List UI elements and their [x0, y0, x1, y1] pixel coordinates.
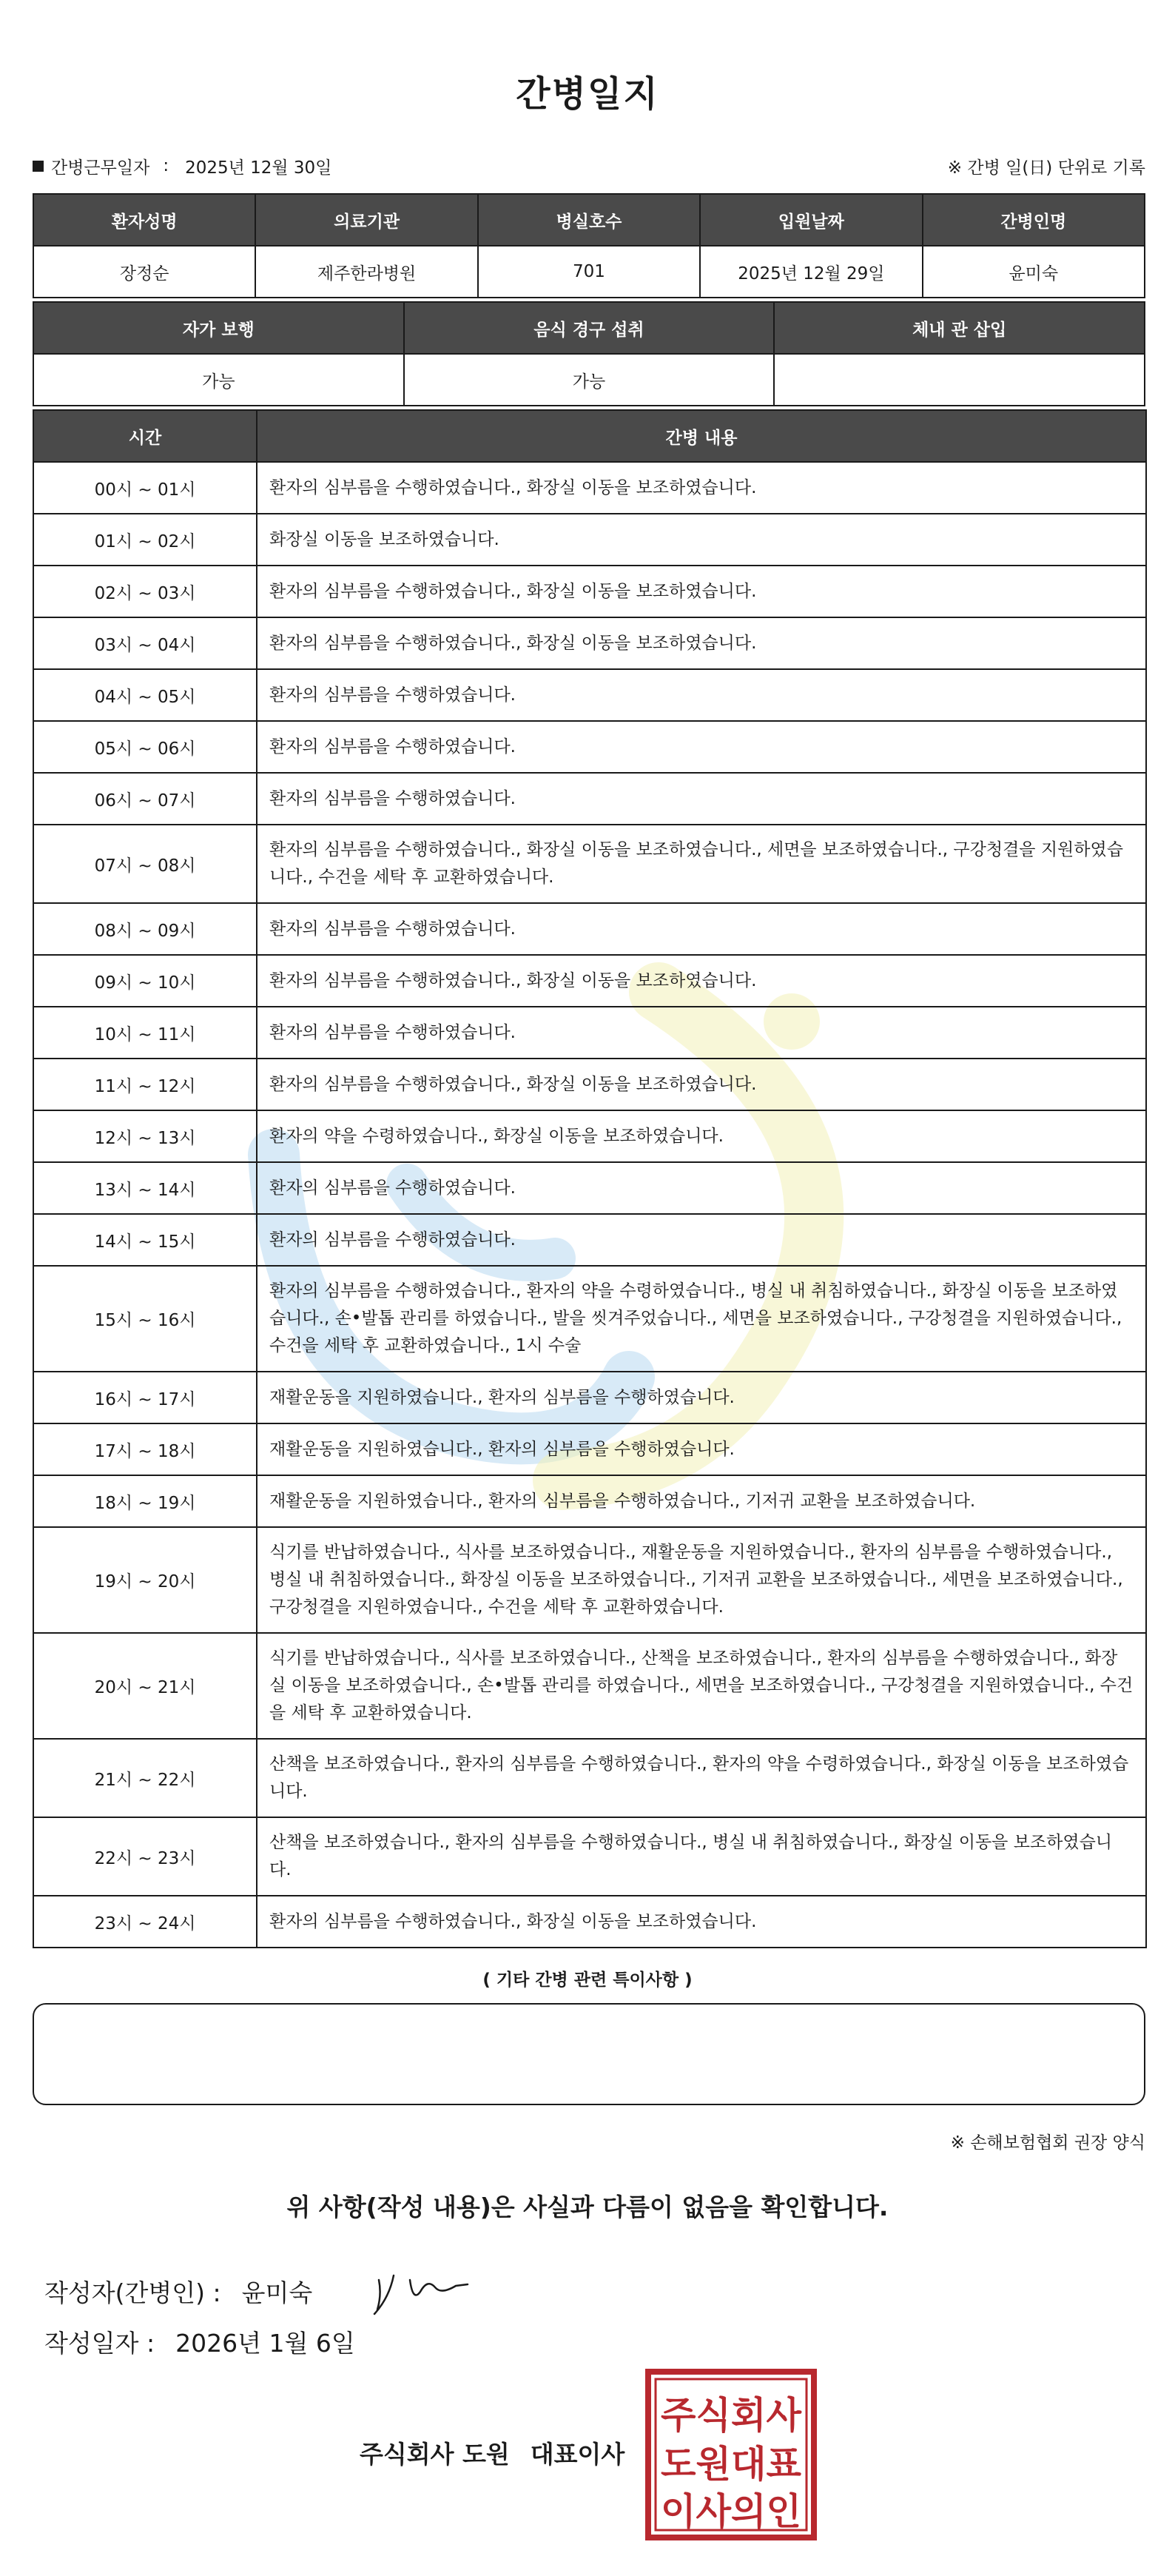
table-row	[33, 1372, 1146, 1423]
table-row	[33, 1110, 1146, 1162]
log-content: 환자의 심부름을 수행하였습니다., 화장실 이동을 보조하였습니다.	[257, 955, 1146, 1007]
log-content: 환자의 심부름을 수행하였습니다.	[257, 669, 1146, 721]
company-ceo-title: 대표이사	[530, 2440, 625, 2469]
log-time: 14시 ~ 15시	[33, 1214, 257, 1266]
seal-line-1: 주식회사	[661, 2394, 802, 2437]
company-signature	[360, 2435, 624, 2470]
header-self-walking: 자가 보행	[33, 302, 404, 354]
log-time: 22시 ~ 23시	[33, 1817, 257, 1896]
log-content: 식기를 반납하였습니다., 식사를 보조하였습니다., 산책을 보조하였습니다., 환자의 심부름을 수행하였습니다., 화장실 이동을 보조하였습니다., 손•발톱 관리를 하였습니다., 세면을 보조하였습니다., 구강청결을 지원하였습니다., 수건을 세탁 후 교환하였습니다.	[257, 1633, 1146, 1739]
table-row	[33, 721, 1146, 773]
table-row	[33, 1739, 1146, 1817]
log-time: 19시 ~ 20시	[33, 1527, 257, 1633]
tube-insertion-value	[774, 354, 1145, 406]
care-log-body	[33, 462, 1146, 1948]
seal-line-3: 이사의인	[661, 2490, 801, 2533]
log-content: 환자의 심부름을 수행하였습니다., 화장실 이동을 보조하였습니다., 세면을 보조하였습니다., 구강청결을 지원하였습니다., 수건을 세탁 후 교환하였습니다.	[257, 825, 1146, 903]
table-row	[33, 669, 1146, 721]
writer-label: 작성자(간병인) :	[44, 2278, 221, 2307]
table-row	[33, 773, 1146, 825]
writer-row	[44, 2265, 475, 2317]
table-header-row	[33, 302, 1145, 354]
remarks-box	[33, 2003, 1145, 2105]
log-time: 20시 ~ 21시	[33, 1633, 257, 1739]
remarks-title: ( 기타 간병 관련 특이사항 )	[482, 1970, 693, 1990]
page-title: 간병일지	[516, 73, 659, 115]
meta-row	[33, 153, 1145, 178]
log-content: 환자의 심부름을 수행하였습니다.	[257, 1162, 1146, 1214]
log-content: 환자의 심부름을 수행하였습니다.	[257, 721, 1146, 773]
log-time: 16시 ~ 17시	[33, 1372, 257, 1423]
written-date-value: 2026년 1월 6일	[175, 2329, 355, 2358]
handwritten-signature	[364, 2265, 475, 2317]
self-walking-value: 가능	[33, 354, 404, 406]
header-room-number: 병실호수	[478, 194, 700, 246]
log-content: 재활운동을 지원하였습니다., 환자의 심부름을 수행하였습니다., 기저귀 교환을 보조하였습니다.	[257, 1475, 1146, 1527]
log-time: 10시 ~ 11시	[33, 1007, 257, 1059]
table-row	[33, 566, 1146, 617]
log-content: 환자의 심부름을 수행하였습니다.	[257, 773, 1146, 825]
written-date-row	[44, 2324, 355, 2359]
log-content: 산책을 보조하였습니다., 환자의 심부름을 수행하였습니다., 환자의 약을 수령하였습니다., 화장실 이동을 보조하였습니다.	[257, 1739, 1146, 1817]
log-content: 환자의 심부름을 수행하였습니다., 화장실 이동을 보조하였습니다.	[257, 462, 1146, 514]
patient-status-table	[33, 301, 1145, 406]
header-admission-date: 입원날짜	[700, 194, 922, 246]
table-row	[33, 1423, 1146, 1475]
seal-line-2: 도원대표	[661, 2443, 802, 2486]
work-date-separator: :	[163, 156, 169, 175]
table-row	[33, 246, 1145, 298]
log-content: 환자의 약을 수령하였습니다., 화장실 이동을 보조하였습니다.	[257, 1110, 1146, 1162]
admission-date: 2025년 12월 29일	[700, 246, 922, 298]
header-tube-insertion: 체내 관 삽입	[774, 302, 1145, 354]
table-row	[33, 1475, 1146, 1527]
log-time: 01시 ~ 02시	[33, 514, 257, 566]
log-content: 환자의 심부름을 수행하였습니다., 화장실 이동을 보조하였습니다.	[257, 1896, 1146, 1948]
table-row	[33, 1007, 1146, 1059]
log-time: 13시 ~ 14시	[33, 1162, 257, 1214]
log-time: 06시 ~ 07시	[33, 773, 257, 825]
hospital-name: 제주한라병원	[255, 246, 477, 298]
table-row	[33, 825, 1146, 903]
log-content: 환자의 심부름을 수행하였습니다., 화장실 이동을 보조하였습니다.	[257, 617, 1146, 669]
log-content: 환자의 심부름을 수행하였습니다.	[257, 1007, 1146, 1059]
log-content: 재활운동을 지원하였습니다., 환자의 심부름을 수행하였습니다.	[257, 1372, 1146, 1423]
log-time: 04시 ~ 05시	[33, 669, 257, 721]
table-row	[33, 1059, 1146, 1110]
table-row	[33, 354, 1145, 406]
confirmation-statement: 위 사항(작성 내용)은 사실과 다름이 없음을 확인합니다.	[286, 2193, 889, 2221]
work-date-label: 간병근무일자	[51, 158, 150, 178]
table-row	[33, 903, 1146, 955]
square-bullet-icon	[33, 161, 44, 172]
log-content: 식기를 반납하였습니다., 식사를 보조하였습니다., 재활운동을 지원하였습니다., 환자의 심부름을 수행하였습니다., 병실 내 취침하였습니다., 화장실 이동을 보조하였습니다., 기저귀 교환을 보조하였습니다., 세면을 보조하였습니다., 구강청결을 지원하였습니다., 수건을 세탁 후 교환하였습니다.	[257, 1527, 1146, 1633]
header-patient-name: 환자성명	[33, 194, 255, 246]
table-row	[33, 955, 1146, 1007]
header-time: 시간	[33, 410, 257, 462]
company-seal	[645, 2369, 817, 2540]
log-time: 09시 ~ 10시	[33, 955, 257, 1007]
log-time: 11시 ~ 12시	[33, 1059, 257, 1110]
company-name: 주식회사 도원	[360, 2440, 510, 2469]
log-time: 17시 ~ 18시	[33, 1423, 257, 1475]
log-time: 23시 ~ 24시	[33, 1896, 257, 1948]
work-date-value: 2025년 12월 30일	[185, 158, 332, 178]
log-content: 산책을 보조하였습니다., 환자의 심부름을 수행하였습니다., 병실 내 취침하였습니다., 화장실 이동을 보조하였습니다.	[257, 1817, 1146, 1896]
patient-name: 장정순	[33, 246, 255, 298]
log-time: 00시 ~ 01시	[33, 462, 257, 514]
log-content: 환자의 심부름을 수행하였습니다., 화장실 이동을 보조하였습니다.	[257, 566, 1146, 617]
log-content: 재활운동을 지원하였습니다., 환자의 심부름을 수행하였습니다.	[257, 1423, 1146, 1475]
writer-name: 윤미숙	[241, 2278, 313, 2307]
table-row	[33, 1896, 1146, 1948]
record-unit-note: ※ 간병 일(日) 단위로 기록	[947, 158, 1145, 178]
patient-info-table	[33, 193, 1145, 298]
log-time: 08시 ~ 09시	[33, 903, 257, 955]
header-care-content: 간병 내용	[257, 410, 1146, 462]
recommendation-note: ※ 손해보험협회 권장 양식	[950, 2133, 1145, 2153]
log-time: 21시 ~ 22시	[33, 1739, 257, 1817]
care-log-table	[33, 409, 1147, 1948]
table-row	[33, 1817, 1146, 1896]
table-header-row	[33, 410, 1146, 462]
table-row	[33, 1527, 1146, 1633]
table-row	[33, 514, 1146, 566]
caregiver-name: 윤미숙	[923, 246, 1145, 298]
table-row	[33, 1214, 1146, 1266]
log-time: 03시 ~ 04시	[33, 617, 257, 669]
table-row	[33, 1266, 1146, 1372]
table-row	[33, 617, 1146, 669]
written-date-label: 작성일자 :	[44, 2329, 155, 2358]
log-time: 02시 ~ 03시	[33, 566, 257, 617]
log-content: 환자의 심부름을 수행하였습니다., 화장실 이동을 보조하였습니다.	[257, 1059, 1146, 1110]
table-header-row	[33, 194, 1145, 246]
log-content: 환자의 심부름을 수행하였습니다.	[257, 1214, 1146, 1266]
log-time: 18시 ~ 19시	[33, 1475, 257, 1527]
log-time: 05시 ~ 06시	[33, 721, 257, 773]
room-number: 701	[478, 246, 700, 298]
table-row	[33, 462, 1146, 514]
table-row	[33, 1162, 1146, 1214]
log-time: 15시 ~ 16시	[33, 1266, 257, 1372]
header-caregiver-name: 간병인명	[923, 194, 1145, 246]
header-oral-intake: 음식 경구 섭취	[404, 302, 775, 354]
work-date-group	[33, 154, 331, 178]
table-row	[33, 1633, 1146, 1739]
oral-intake-value: 가능	[404, 354, 775, 406]
log-content: 환자의 심부름을 수행하였습니다.	[257, 903, 1146, 955]
log-content: 환자의 심부름을 수행하였습니다., 환자의 약을 수령하였습니다., 병실 내 취침하였습니다., 화장실 이동을 보조하였습니다., 손•발톱 관리를 하였습니다., 발을 씻겨주었습니다., 세면을 보조하였습니다., 구강청결을 지원하였습니다., 수건을 세탁 후 교환하였습니다., 1시 수술	[257, 1266, 1146, 1372]
log-time: 12시 ~ 13시	[33, 1110, 257, 1162]
log-content: 화장실 이동을 보조하였습니다.	[257, 514, 1146, 566]
log-time: 07시 ~ 08시	[33, 825, 257, 903]
header-hospital: 의료기관	[255, 194, 477, 246]
